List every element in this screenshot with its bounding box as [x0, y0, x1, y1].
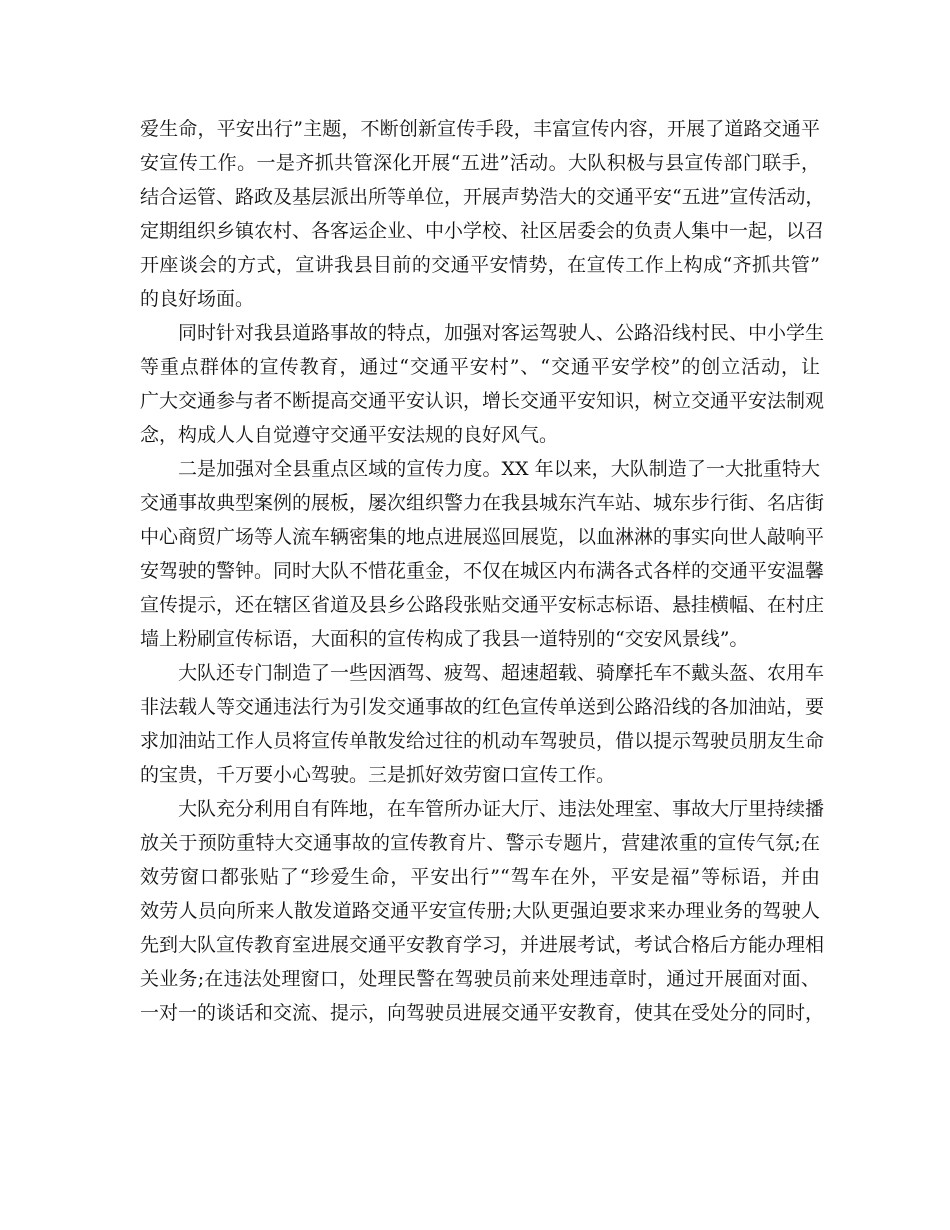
text-line: 爱生命，平安出行”主题，不断创新宣传手段，丰富宣传内容，开展了道路交通平 [140, 118, 820, 140]
text-line: 先到大队宣传教育室进展交通平安教育学习，并进展考试，考试合格后方能办理相 [140, 934, 825, 956]
text-line: 开座谈会的方式，宣讲我县目前的交通平安情势，在宣传工作上构成“齐抓共管” [140, 254, 820, 276]
text-line: 交通事故典型案例的展板，屡次组织警力在我县城东汽车站、城东步行街、名店街 [140, 492, 825, 514]
text-line: 安驾驶的警钟。同时大队不惜花重金，不仅在城区内布满各式各样的交通平安温馨 [140, 560, 825, 582]
text-line: 效劳窗口都张贴了“珍爱生命，平安出行”“驾车在外，平安是福”等标语，并由 [140, 866, 820, 888]
text-line: 求加油站工作人员将宣传单散发给过往的机动车驾驶员，借以提示驾驶员朋友生命 [140, 730, 825, 752]
paragraph [140, 656, 825, 792]
paragraph [140, 316, 825, 452]
text-line: 同时针对我县道路事故的特点，加强对客运驾驶人、公路沿线村民、中小学生 [178, 322, 825, 344]
text-line: 非法载人等交通违法行为引发交通事故的红色宣传单送到公路沿线的各加油站，要 [140, 696, 825, 718]
text-line: 关业务;在违法处理窗口，处理民警在驾驶员前来处理违章时，通过开展面对面、 [140, 968, 820, 990]
text-line: 效劳人员向所来人散发道路交通平安宣传册;大队更强迫要求来办理业务的驾驶人 [140, 900, 820, 922]
text-line: 定期组织乡镇农村、各客运企业、中小学校、社区居委会的负责人集中一起，以召 [140, 220, 825, 242]
text-line: 安宣传工作。一是齐抓共管深化开展“五进”活动。大队积极与县宣传部门联手， [140, 152, 820, 174]
text-line: 念，构成人人自觉遵守交通平安法规的良好风气。 [140, 424, 559, 446]
text-line: 大队充分利用自有阵地，在车管所办证大厅、违法处理室、事故大厅里持续播 [178, 798, 825, 820]
text-line: 一对一的谈话和交流、提示，向驾驶员进展交通平安教育，使其在受处分的同时， [140, 1002, 825, 1024]
text-line: 广大交通参与者不断提高交通平安认识，增长交通平安知识，树立交通平安法制观 [140, 390, 825, 412]
paragraph [140, 452, 825, 656]
paragraph [140, 112, 825, 316]
text-line: 结合运管、路政及基层派出所等单位，开展声势浩大的交通平安“五进”宣传活动， [140, 186, 825, 208]
text-line: 墙上粉刷宣传标语，大面积的宣传构成了我县一道特别的“交安风景线”。 [140, 628, 749, 650]
document-body [140, 112, 825, 1030]
text-line: 大队还专门制造了一些因酒驾、疲驾、超速超载、骑摩托车不戴头盔、农用车 [178, 662, 825, 684]
text-line: 等重点群体的宣传教育，通过“交通平安村”、“交通平安学校”的创立活动，让 [140, 356, 820, 378]
text-line: 的良好场面。 [140, 288, 255, 310]
text-line: 宣传提示，还在辖区省道及县乡公路段张贴交通平安标志标语、悬挂横幅、在村庄 [140, 594, 825, 616]
text-line: 二是加强对全县重点区域的宣传力度。XX 年以来，大队制造了一大批重特大 [178, 458, 820, 480]
text-line: 的宝贵，千万要小心驾驶。三是抓好效劳窗口宣传工作。 [140, 764, 616, 786]
text-line: 放关于预防重特大交通事故的宣传教育片、警示专题片，营建浓重的宣传气氛;在 [140, 832, 820, 854]
text-line: 中心商贸广场等人流车辆密集的地点进展巡回展览，以血淋淋的事实向世人敲响平 [140, 526, 825, 548]
paragraph [140, 792, 825, 1030]
